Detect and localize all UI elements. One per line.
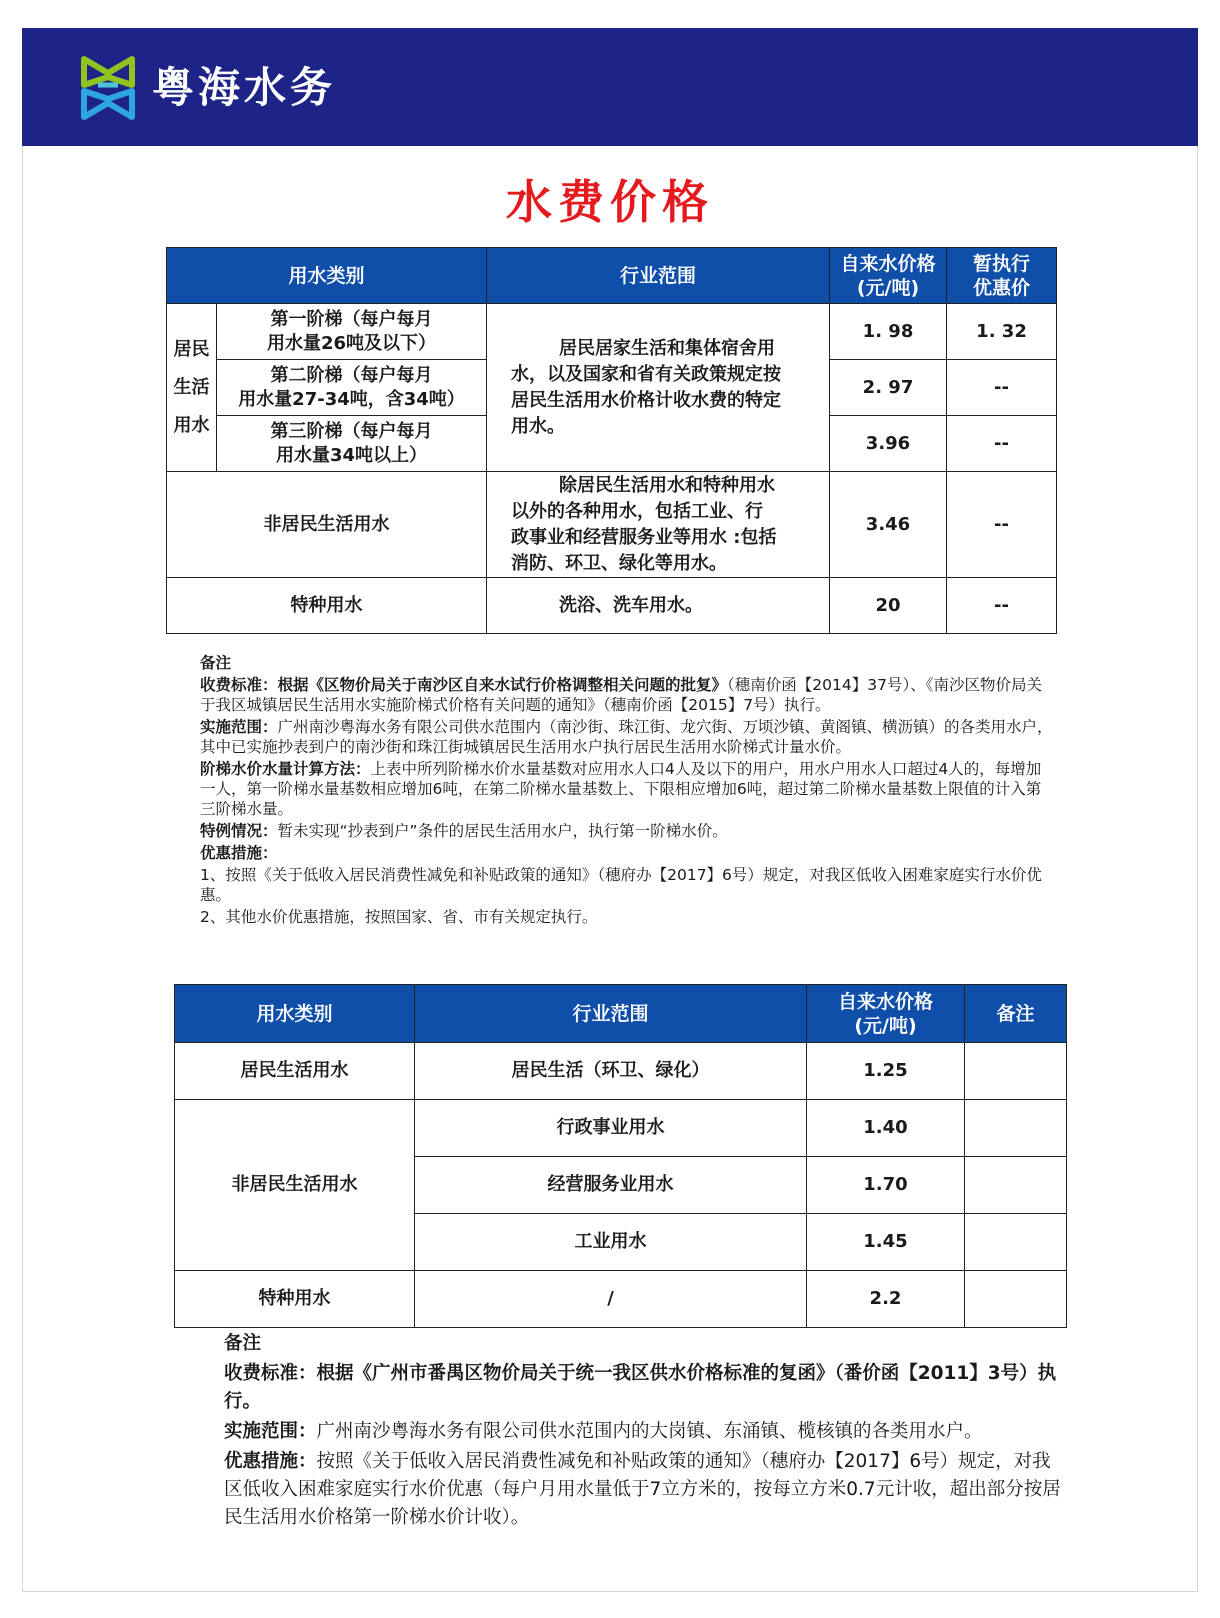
nonresidential-scope: 除居民生活用水和特种用水 以外的各种用水，包括工业、行 政事业和经营服务业等用水 :包括 消防、环卫、绿化等用水。 (487, 472, 830, 578)
note-discount-1: 1、按照《关于低收入居民消费性减免和补贴政策的通知》（穗府办【2017】6号）规定，对我区低收入困难家庭实行水价优惠。 (200, 866, 1042, 904)
table-row (175, 1043, 1067, 1100)
row-price: 2.2 (807, 1271, 965, 1328)
row-remark (965, 1100, 1067, 1157)
note-fee-standard: 收费标准：根据《区物价局关于南沙区自来水试行价格调整相关问题的批复》（穗南价函【2014】37号）、《南沙区物价局关于我区城镇居民生活用水实施阶梯式价格有关问题的通知》（穗南价函【2015】7号）执行。 (200, 676, 1042, 714)
row-category: 非居民生活用水 (175, 1100, 415, 1271)
tier-3-label: 第三阶梯（每户每月 用水量34吨以上） (217, 416, 487, 472)
note-discount: 优惠措施：按照《关于低收入居民消费性减免和补贴政策的通知》（穗府办【2017】6号）规定，对我区低收入困难家庭实行水价优惠（每户月用水量低于7立方米的，按每立方米0.7元计收，超出部分按居民生活用水价格第一阶梯水价计收）。 (224, 1451, 1061, 1528)
table-row (167, 472, 1057, 578)
tier-2-discount: -- (947, 360, 1057, 416)
price-table-panyu (174, 984, 1067, 1328)
header-category: 用水类别 (167, 248, 487, 304)
notes-nansha (166, 653, 1056, 929)
tier-1-discount: 1. 32 (947, 304, 1057, 360)
nonresidential-discount: -- (947, 472, 1057, 578)
note-discount-label: 优惠措施： (200, 844, 278, 862)
row-remark (965, 1157, 1067, 1214)
page-title: 水费价格 (506, 175, 714, 229)
note-scope: 实施范围：广州南沙粤海水务有限公司供水范围内（南沙街、珠江街、龙穴街、万顷沙镇、黄阁镇、横沥镇）的各类用水户，其中已实施抄表到户的南沙街和珠江街城镇居民生活用水户执行居民生活用水阶梯式计量水价。 (200, 718, 1053, 756)
special-price: 20 (830, 578, 947, 634)
tier-1-price: 1. 98 (830, 304, 947, 360)
row-scope: 经营服务业用水 (415, 1157, 807, 1214)
header-price: 自来水价格 (元/吨) (830, 248, 947, 304)
row-remark (965, 1214, 1067, 1271)
table-header-row (175, 985, 1067, 1043)
row-category: 居民生活用水 (175, 1043, 415, 1100)
price-table-nansha (166, 247, 1057, 634)
brand-name: 粤海水务 (152, 63, 337, 112)
header-price: 自来水价格 (元/吨) (807, 985, 965, 1043)
table-row (175, 1271, 1067, 1328)
row-scope: 行政事业用水 (415, 1100, 807, 1157)
tier-1-label: 第一阶梯（每户每月 用水量26吨及以下） (217, 304, 487, 360)
note-fee-standard: 收费标准：根据《广州市番禺区物价局关于统一我区供水价格标准的复函》（番价函【2011】3号）执行。 (224, 1363, 1057, 1412)
row-price: 1.40 (807, 1100, 965, 1157)
special-label: 特种用水 (167, 578, 487, 634)
row-price: 1.25 (807, 1043, 965, 1100)
header-category: 用水类别 (175, 985, 415, 1043)
tier-2-label: 第二阶梯（每户每月 用水量27-34吨，含34吨） (217, 360, 487, 416)
logo-icon (80, 55, 136, 121)
note-discount-2: 2、其他水价优惠措施，按照国家、省、市有关规定执行。 (200, 908, 598, 926)
nonresidential-price: 3.46 (830, 472, 947, 578)
special-scope: 洗浴、洗车用水。 (487, 578, 830, 634)
row-remark (965, 1043, 1067, 1100)
row-remark (965, 1271, 1067, 1328)
row-price: 1.70 (807, 1157, 965, 1214)
tier-2-price: 2. 97 (830, 360, 947, 416)
residential-label: 居民 生活 用水 (167, 304, 217, 472)
header-discount: 暂执行 优惠价 (947, 248, 1057, 304)
row-scope: / (415, 1271, 807, 1328)
nonresidential-label: 非居民生活用水 (167, 472, 487, 578)
header-scope: 行业范围 (487, 248, 830, 304)
notes-heading: 备注 (200, 654, 232, 672)
residential-scope: 居民居家生活和集体宿舍用 水，以及国家和省有关政策规定按 居民生活用水价格计收水费的特定 用水。 (487, 304, 830, 472)
row-scope: 居民生活（环卫、绿化） (415, 1043, 807, 1100)
table-row (167, 578, 1057, 634)
table-row (175, 1100, 1067, 1157)
note-scope: 实施范围：广州南沙粤海水务有限公司供水范围内的大岗镇、东涌镇、榄核镇的各类用水户。 (224, 1421, 983, 1442)
table-row (167, 304, 1057, 360)
special-discount: -- (947, 578, 1057, 634)
table-header-row (167, 248, 1057, 304)
note-special-case: 特例情况：暂未实现“抄表到户”条件的居民生活用水户，执行第一阶梯水价。 (200, 822, 728, 840)
row-price: 1.45 (807, 1214, 965, 1271)
header-remark: 备注 (965, 985, 1067, 1043)
notes-heading: 备注 (224, 1333, 262, 1354)
row-scope: 工业用水 (415, 1214, 807, 1271)
note-calc-method: 阶梯水价水量计算方法：上表中所列阶梯水价水量基数对应用水人口4人及以下的用户，用水户用水人口超过4人的，每增加一人，第一阶梯水量基数相应增加6吨，在第二阶梯水量基数上、下限相应增加6吨，超过第二阶梯水量基数上限值的计入第三阶梯水量。 (200, 760, 1042, 818)
tier-3-price: 3.96 (830, 416, 947, 472)
tier-3-discount: -- (947, 416, 1057, 472)
header-scope: 行业范围 (415, 985, 807, 1043)
row-category: 特种用水 (175, 1271, 415, 1328)
notes-panyu (174, 1330, 1066, 1534)
